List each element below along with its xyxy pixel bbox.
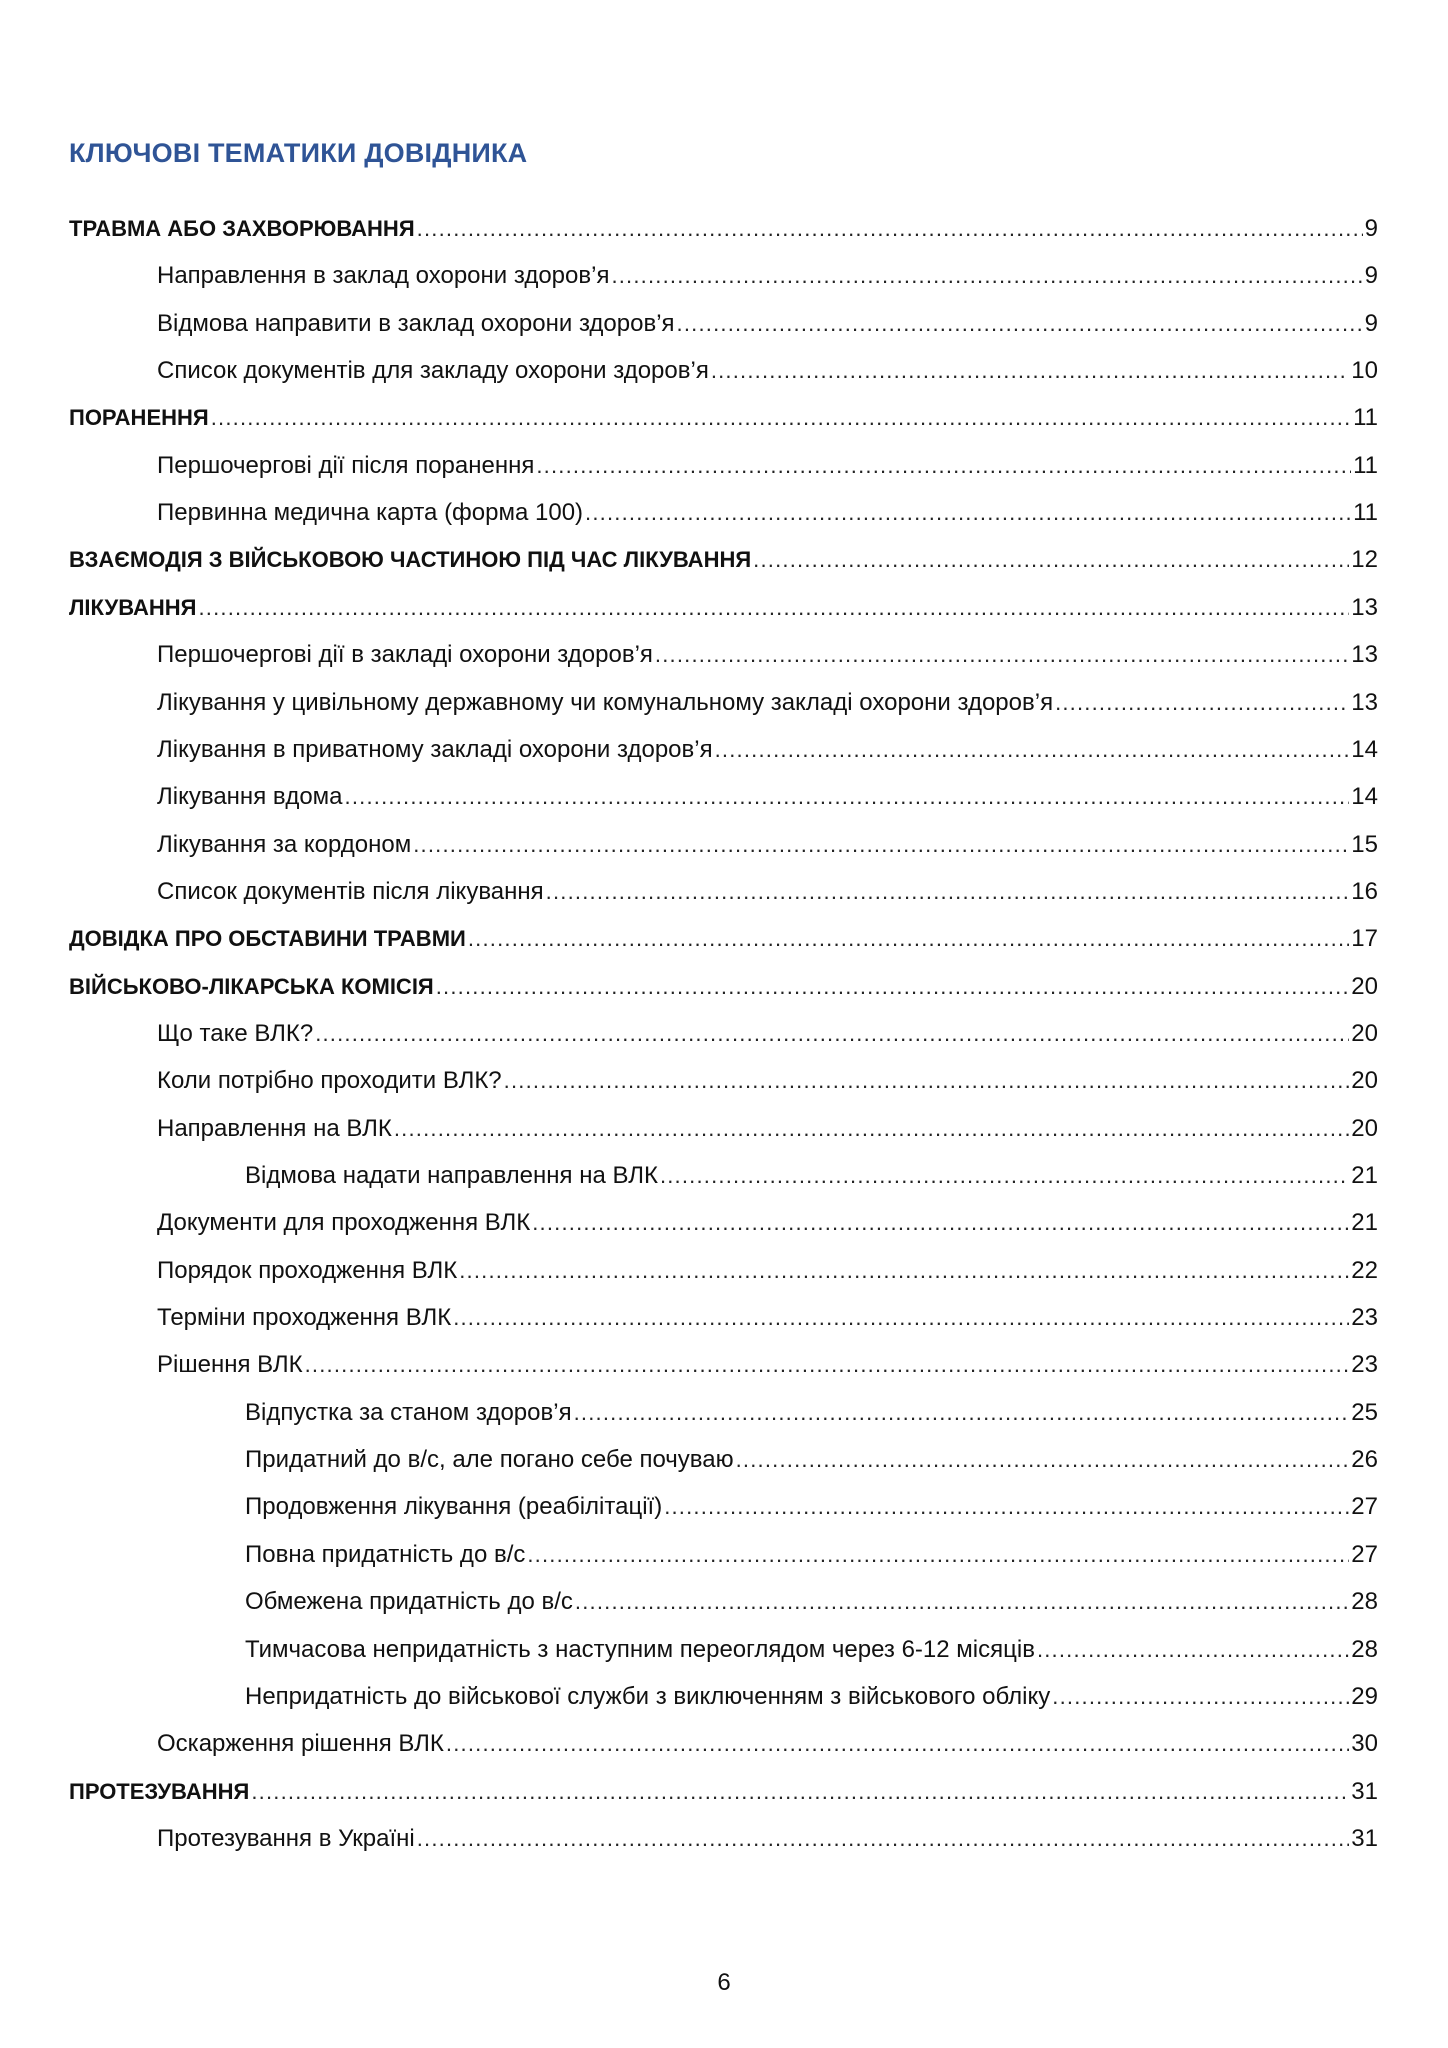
toc-entry-page: 14 bbox=[1351, 783, 1378, 811]
toc-dot-leader bbox=[417, 1826, 1350, 1852]
toc-entry[interactable] bbox=[245, 1683, 1378, 1715]
toc-entry-label: Лікування за кордоном bbox=[157, 830, 412, 858]
toc-dot-leader bbox=[753, 547, 1349, 573]
toc-entry[interactable] bbox=[157, 310, 1378, 342]
toc-entry-page: 26 bbox=[1351, 1446, 1378, 1474]
toc-entry[interactable] bbox=[245, 1541, 1378, 1573]
toc-entry[interactable] bbox=[157, 1257, 1378, 1289]
toc-entry[interactable] bbox=[245, 1493, 1378, 1525]
toc-dot-leader bbox=[251, 1779, 1349, 1805]
toc-dot-leader bbox=[711, 358, 1349, 384]
toc-entry[interactable] bbox=[157, 1304, 1378, 1336]
toc-entry-page: 29 bbox=[1351, 1682, 1378, 1710]
toc-entry-label: Відпустка за станом здоров’я bbox=[245, 1398, 572, 1426]
toc-entry[interactable] bbox=[245, 1162, 1378, 1194]
toc-entry-label: Первинна медична карта (форма 100) bbox=[157, 499, 584, 527]
toc-entry-label: Лікування вдома bbox=[157, 783, 343, 811]
page-title: КЛЮЧОВІ ТЕМАТИКИ ДОВІДНИКА bbox=[69, 138, 528, 168]
toc-entry[interactable] bbox=[157, 641, 1378, 673]
toc-dot-leader bbox=[677, 311, 1363, 337]
toc-entry-label: Коли потрібно проходити ВЛК? bbox=[157, 1067, 502, 1095]
toc-entry-label: Що таке ВЛК? bbox=[157, 1019, 314, 1047]
toc-dot-leader bbox=[574, 1400, 1350, 1426]
toc-entry-label: Першочергові дії в закладі охорони здоров’я bbox=[157, 641, 653, 669]
toc-dot-leader bbox=[585, 500, 1351, 526]
toc-entry-page: 11 bbox=[1353, 404, 1378, 432]
toc-dot-leader bbox=[611, 263, 1362, 289]
toc-dot-leader bbox=[532, 1210, 1349, 1236]
toc-entry-page: 20 bbox=[1351, 1114, 1378, 1142]
toc-entry-page: 25 bbox=[1351, 1398, 1378, 1426]
toc-entry-label: Першочергові дії після поранення bbox=[157, 451, 535, 479]
toc-entry[interactable] bbox=[245, 1636, 1378, 1668]
toc-entry[interactable] bbox=[157, 499, 1378, 531]
toc-entry-page: 16 bbox=[1351, 877, 1378, 905]
toc-entry-label: ВІЙСЬКОВО-ЛІКАРСЬКА КОМІСІЯ bbox=[69, 973, 434, 999]
toc-entry[interactable] bbox=[157, 1115, 1378, 1147]
toc-entry-page: 10 bbox=[1351, 357, 1378, 385]
toc-entry[interactable] bbox=[157, 831, 1378, 863]
toc-entry-label: ЛІКУВАННЯ bbox=[69, 594, 197, 620]
toc-entry[interactable] bbox=[69, 973, 1378, 1005]
toc-dot-leader bbox=[468, 926, 1349, 952]
toc-entry-label: Придатний до в/с, але погано себе почуваю bbox=[245, 1446, 734, 1474]
toc-entry[interactable] bbox=[157, 1209, 1378, 1241]
toc-dot-leader bbox=[527, 1542, 1349, 1568]
toc-dot-leader bbox=[1037, 1637, 1349, 1663]
toc-entry-page: 15 bbox=[1351, 830, 1378, 858]
toc-entry-label: ПРОТЕЗУВАННЯ bbox=[69, 1778, 250, 1804]
toc-dot-leader bbox=[315, 1021, 1349, 1047]
toc-dot-leader bbox=[575, 1589, 1349, 1615]
toc-entry-page: 11 bbox=[1353, 499, 1378, 527]
toc-entry-page: 21 bbox=[1351, 1209, 1378, 1237]
toc-entry[interactable] bbox=[245, 1399, 1378, 1431]
toc-entry[interactable] bbox=[69, 546, 1378, 578]
toc-entry[interactable] bbox=[69, 1778, 1378, 1810]
toc-entry-label: Направлення на ВЛК bbox=[157, 1114, 392, 1142]
toc-entry[interactable] bbox=[157, 1020, 1378, 1052]
toc-dot-leader bbox=[436, 974, 1350, 1000]
toc-entry-label: Лікування у цивільному державному чи комунальному закладі охорони здоров’я bbox=[157, 688, 1054, 716]
toc-entry-page: 11 bbox=[1353, 451, 1378, 479]
toc-entry-page: 9 bbox=[1364, 309, 1378, 337]
toc-dot-leader bbox=[305, 1352, 1350, 1378]
toc-entry[interactable] bbox=[157, 452, 1378, 484]
toc-entry-page: 14 bbox=[1351, 735, 1378, 763]
toc-entry-page: 13 bbox=[1351, 593, 1378, 621]
toc-entry-page: 13 bbox=[1351, 688, 1378, 716]
toc-entry-label: Терміни проходження ВЛК bbox=[157, 1304, 452, 1332]
toc-entry-page: 23 bbox=[1351, 1351, 1378, 1379]
toc-entry-label: Продовження лікування (реабілітації) bbox=[245, 1493, 663, 1521]
toc-dot-leader bbox=[715, 737, 1350, 763]
toc-entry[interactable] bbox=[69, 215, 1378, 247]
toc-dot-leader bbox=[655, 642, 1349, 668]
toc-dot-leader bbox=[198, 595, 1349, 621]
toc-entry-label: Протезування в Україні bbox=[157, 1824, 415, 1852]
toc-entry-page: 20 bbox=[1351, 1019, 1378, 1047]
toc-entry-label: Лікування в приватному закладі охорони здоров’я bbox=[157, 735, 713, 763]
toc-entry[interactable] bbox=[69, 925, 1378, 957]
toc-dot-leader bbox=[1052, 1684, 1349, 1710]
toc-entry[interactable] bbox=[157, 1351, 1378, 1383]
toc-entry-label: Відмова надати направлення на ВЛК bbox=[245, 1162, 658, 1189]
toc-entry-page: 27 bbox=[1351, 1540, 1378, 1568]
toc-entry-label: Список документів для закладу охорони здоров’я bbox=[157, 357, 709, 385]
toc-entry[interactable] bbox=[157, 783, 1378, 815]
toc-dot-leader bbox=[211, 405, 1351, 431]
toc-entry-page: 23 bbox=[1351, 1304, 1378, 1332]
toc-entry-label: ПОРАНЕННЯ bbox=[69, 405, 209, 431]
toc-entry[interactable] bbox=[157, 1730, 1378, 1762]
toc-entry[interactable] bbox=[69, 594, 1378, 626]
toc-entry-page: 9 bbox=[1364, 262, 1378, 290]
toc-dot-leader bbox=[536, 453, 1351, 479]
toc-entry-label: Непридатність до військової служби з виключенням з військового обліку bbox=[245, 1682, 1051, 1710]
toc-entry-page: 21 bbox=[1351, 1162, 1378, 1189]
toc-entry[interactable] bbox=[157, 736, 1378, 768]
toc-entry-label: Документи для проходження ВЛК bbox=[157, 1209, 531, 1237]
toc-entry-label: ДОВІДКА ПРО ОБСТАВИНИ ТРАВМИ bbox=[69, 926, 466, 952]
toc-entry-page: 9 bbox=[1364, 215, 1378, 242]
toc-dot-leader bbox=[664, 1494, 1349, 1520]
toc-entry-page: 17 bbox=[1351, 925, 1378, 953]
toc-entry[interactable] bbox=[157, 1067, 1378, 1099]
toc-entry-label: ТРАВМА АБО ЗАХВОРЮВАННЯ bbox=[69, 216, 415, 241]
toc-entry[interactable] bbox=[157, 1825, 1378, 1857]
toc-entry-page: 30 bbox=[1351, 1730, 1378, 1758]
toc-entry-page: 31 bbox=[1351, 1777, 1378, 1805]
toc-entry-label: ВЗАЄМОДІЯ З ВІЙСЬКОВОЮ ЧАСТИНОЮ ПІД ЧАС ЛІКУВАННЯ bbox=[69, 547, 752, 573]
toc-dot-leader bbox=[459, 1258, 1349, 1284]
toc-entry[interactable] bbox=[157, 878, 1378, 910]
toc-dot-leader bbox=[453, 1305, 1349, 1331]
toc-entry-label: Порядок проходження ВЛК bbox=[157, 1256, 458, 1284]
toc-dot-leader bbox=[413, 832, 1349, 858]
toc-entry[interactable] bbox=[245, 1588, 1378, 1620]
toc-entry-page: 28 bbox=[1351, 1588, 1378, 1616]
page-number: 6 bbox=[717, 1969, 731, 1996]
toc-entry-label: Відмова направити в заклад охорони здоров’я bbox=[157, 309, 675, 337]
toc-dot-leader bbox=[546, 879, 1350, 905]
toc-dot-leader bbox=[345, 784, 1350, 810]
toc-entry-page: 20 bbox=[1351, 1067, 1378, 1095]
toc-entry[interactable] bbox=[69, 404, 1378, 436]
toc-entry[interactable] bbox=[157, 689, 1378, 721]
toc-dot-leader bbox=[446, 1731, 1349, 1757]
toc-entry-label: Обмежена придатність до в/с bbox=[245, 1588, 573, 1616]
toc-dot-leader bbox=[660, 1163, 1349, 1189]
toc-entry-page: 22 bbox=[1351, 1256, 1378, 1284]
toc-entry-label: Направлення в заклад охорони здоров’я bbox=[157, 262, 610, 290]
toc-entry[interactable] bbox=[157, 357, 1378, 389]
toc-entry-label: Тимчасова непридатність з наступним переоглядом через 6-12 місяців bbox=[245, 1635, 1035, 1663]
toc-entry-page: 28 bbox=[1351, 1635, 1378, 1663]
toc-entry-page: 20 bbox=[1351, 972, 1378, 1000]
toc-entry-label: Оскарження рішення ВЛК bbox=[157, 1730, 444, 1758]
toc-entry-page: 12 bbox=[1351, 546, 1378, 574]
toc-dot-leader bbox=[394, 1116, 1349, 1142]
toc-entry-page: 27 bbox=[1351, 1493, 1378, 1521]
toc-dot-leader bbox=[1055, 690, 1349, 716]
toc-dot-leader bbox=[736, 1447, 1350, 1473]
toc-entry[interactable] bbox=[157, 262, 1378, 294]
toc-entry-label: Рішення ВЛК bbox=[157, 1351, 303, 1379]
toc-dot-leader bbox=[417, 216, 1363, 242]
toc-dot-leader bbox=[504, 1068, 1350, 1094]
toc-entry[interactable] bbox=[245, 1446, 1378, 1478]
toc-entry-page: 13 bbox=[1351, 641, 1378, 669]
toc-entry-page: 31 bbox=[1351, 1824, 1378, 1852]
toc-entry-label: Повна придатність до в/с bbox=[245, 1540, 526, 1568]
toc-entry-label: Список документів після лікування bbox=[157, 877, 544, 905]
